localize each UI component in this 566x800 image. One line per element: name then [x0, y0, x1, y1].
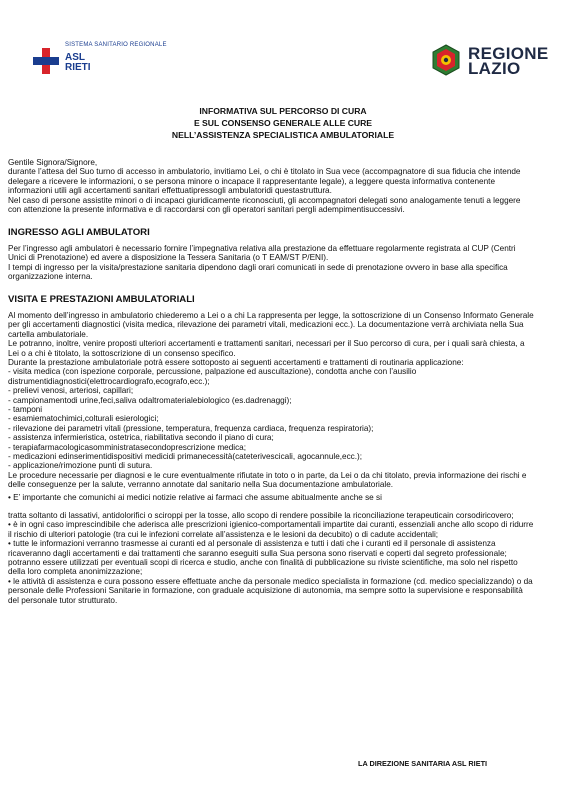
bullet-farmaci: • E’ importante che comunichi ai medici notizie relative ai farmaci che assume abitualmente anche se si — [8, 492, 382, 502]
list-item: - visita medica (con ispezione corporale, percussione, palpazione ed auscultazione), condotta anche con l’ausilio distrumentidiagnostici(elettrocardiografo,ecografo,ecc.); — [8, 367, 417, 386]
bullet-prescrizioni: • è in ogni caso imprescindibile che aderisca alle prescrizioni igienico-comportamentali impartite dai curanti, essenziali anche allo scopo di ridurre il rischio di ulteriori patologie (tra cui le infezioni correlate all’assistenza e le lesioni da decubito) o di cadute accidentali; — [8, 520, 534, 539]
asl-name-line2: RIETI — [65, 62, 91, 73]
page-header — [0, 0, 566, 90]
asl-name — [65, 53, 91, 73]
bullet-formazione: • le attività di assistenza e cura possono essere effettuate anche da personale medico specialista in formazione (cd. medico specializzando) o da personale delle Professioni Sanitarie in formazione, con graduale acquisizione di autonomia, ma sempre sotto la supervisione e responsabilità del personale tutor strutturato. — [8, 576, 533, 605]
greeting: Gentile Signora/Signore, — [8, 158, 98, 167]
region-line1: REGIONE — [468, 44, 549, 63]
asl-cross-icon — [33, 48, 59, 74]
bullet-farmaci-continued: tratta soltanto di lassativi, antidolorifici o sciroppi per la tosse, allo scopo di rendere possibile la riconciliazione terapeuticain corsodiricovero; — [8, 511, 514, 520]
intro-paragraph-1: durante l’attesa del Suo turno di accesso in ambulatorio, invitiamo Lei, o chi è titolato in Sua vece (accompagnatore di sua fiducia che intende delegare a ricevere le informazioni, o se persona minore o incapace il rappresentante legale), a leggere questa informativa contenente informazioni utili agli accertamenti sanitari effettuatipressogli ambulatoridi questastruttura. — [8, 167, 521, 196]
title-line2: E SUL CONSENSO GENERALE ALLE CURE — [193, 118, 373, 128]
regione-lazio-name — [468, 46, 549, 76]
list-item: - assistenza infermieristica, ostetrica, riabilitativa secondo il piano di cura; — [8, 433, 274, 443]
procedures-list — [8, 367, 534, 470]
regione-lazio-logo — [430, 42, 549, 82]
spacer — [8, 502, 534, 511]
list-item: - esamiematochimici,colturali esierologici; — [8, 414, 159, 424]
section-heading-ingresso: INGRESSO AGLI AMBULATORI — [8, 227, 150, 239]
regione-lazio-emblem-icon — [430, 44, 462, 76]
visita-paragraph-4: Le procedure necessarie per diagnosi e le cure eventualmente rifiutate in toto o in parte, da Lei o da chi titolato, previa informazione dei rischi e delle conseguenze per la salute, verranno annotate dal sanitario nella Sua documentazione ambulatoriale. — [8, 470, 527, 490]
asl-subtitle: SISTEMA SANITARIO REGIONALE — [65, 42, 167, 48]
list-item: - medicazioni edinserimentidispositivi medicidi primanecessità(cateterivescicali, agocannule,ecc.); — [8, 451, 363, 461]
intro-paragraph-2: Nel caso di persone assistite minori o di incapaci giuridicamente riconosciuti, gli accompagnatori delegati sono analogamente tenuti a leggere con attenzione la presente informativa e di raccordarsi con gli operatori sanitari pergli adempimentisuccessivi. — [8, 195, 521, 215]
list-item: - applicazione/rimozione punti di sutura. — [8, 461, 153, 471]
list-item: - terapiafarmacologicasomministratasecondoprescrizione medica; — [8, 442, 246, 452]
document-body — [8, 158, 534, 605]
asl-name-line1: ASL — [65, 52, 85, 63]
bullet-informazioni: • tutte le informazioni verranno trasmesse ai curanti ed al personale di assistenza e tutti i dati che i curanti ed il personale di assistenza ricaveranno dagli accertamenti e dai trattamenti che saranno eseguiti sulla Sua persona sono riservati e coperti dal segreto professionale; potranno essere utilizzati per eventuali scopi di ricerca e studio, anche con finalità di pubblicazione su riviste scientifiche, ma solo nel rispetto della loro completa anonimizzazione; — [8, 539, 518, 577]
list-item: - tamponi — [8, 404, 43, 414]
signature: LA DIREZIONE SANITARIA ASL RIETI — [358, 759, 488, 768]
ingresso-paragraph-1: Per l’ingresso agli ambulatori è necessario fornire l’impegnativa relativa alla prestazione da effettuare regolarmente registrata al CUP (Centri Unici di Prenotazione) ed avere a disposizione la Tessera Sanitaria (o T EAM/ST P/ENI). — [8, 243, 516, 263]
visita-paragraph-3: Durante la prestazione ambulatoriale potrà essere sottoposto ai seguenti accertamenti e trattamenti di routinaria applicazione: — [8, 357, 464, 367]
visita-paragraph-1: Al momento dell’ingresso in ambulatorio chiederemo a Lei o a chi La rappresenta per legge, la sottoscrizione di un Consenso Informato Generale per gli accertamenti diagnostici (visita medica, rilevazione dei parametri vitali, medicazioni ecc.). La documentazione verrà archiviata nella Sua cartella ambulatoriale. — [8, 310, 534, 339]
asl-rieti-logo — [33, 42, 193, 82]
document-title — [60, 105, 506, 141]
list-item: - rilevazione dei parametri vitali (pressione, temperatura, frequenza cardiaca, frequenza respiratoria); — [8, 423, 374, 433]
visita-paragraph-2: Le potranno, inoltre, venire proposti ulteriori accertamenti e trattamenti sanitari, necessari per il Suo percorso di cura, per i quali sarà chiesta, a Lei o a chi è titolato, la sottoscrizione di un consenso specifico. — [8, 339, 525, 358]
section-heading-visita: VISITA E PRESTAZIONI AMBULATORIALI — [8, 294, 195, 306]
title-line1: INFORMATIVA SUL PERCORSO DI CURA — [199, 106, 367, 116]
title-line3: NELL’ASSISTENZA SPECIALISTICA AMBULATORIALE — [171, 130, 395, 140]
ingresso-paragraph-2: I tempi di ingresso per la visita/prestazione sanitaria dipendono dagli orari comunicati in sede di prenotazione ovvero in base alla specifica organizzazione interna. — [8, 262, 508, 282]
list-item: - campionamentodi urine,feci,saliva odaltromaterialebiologico (es.dadrenaggi); — [8, 395, 292, 405]
list-item: - prelievi venosi, arteriosi, capillari; — [8, 386, 134, 396]
region-line2: LAZIO — [468, 59, 521, 78]
